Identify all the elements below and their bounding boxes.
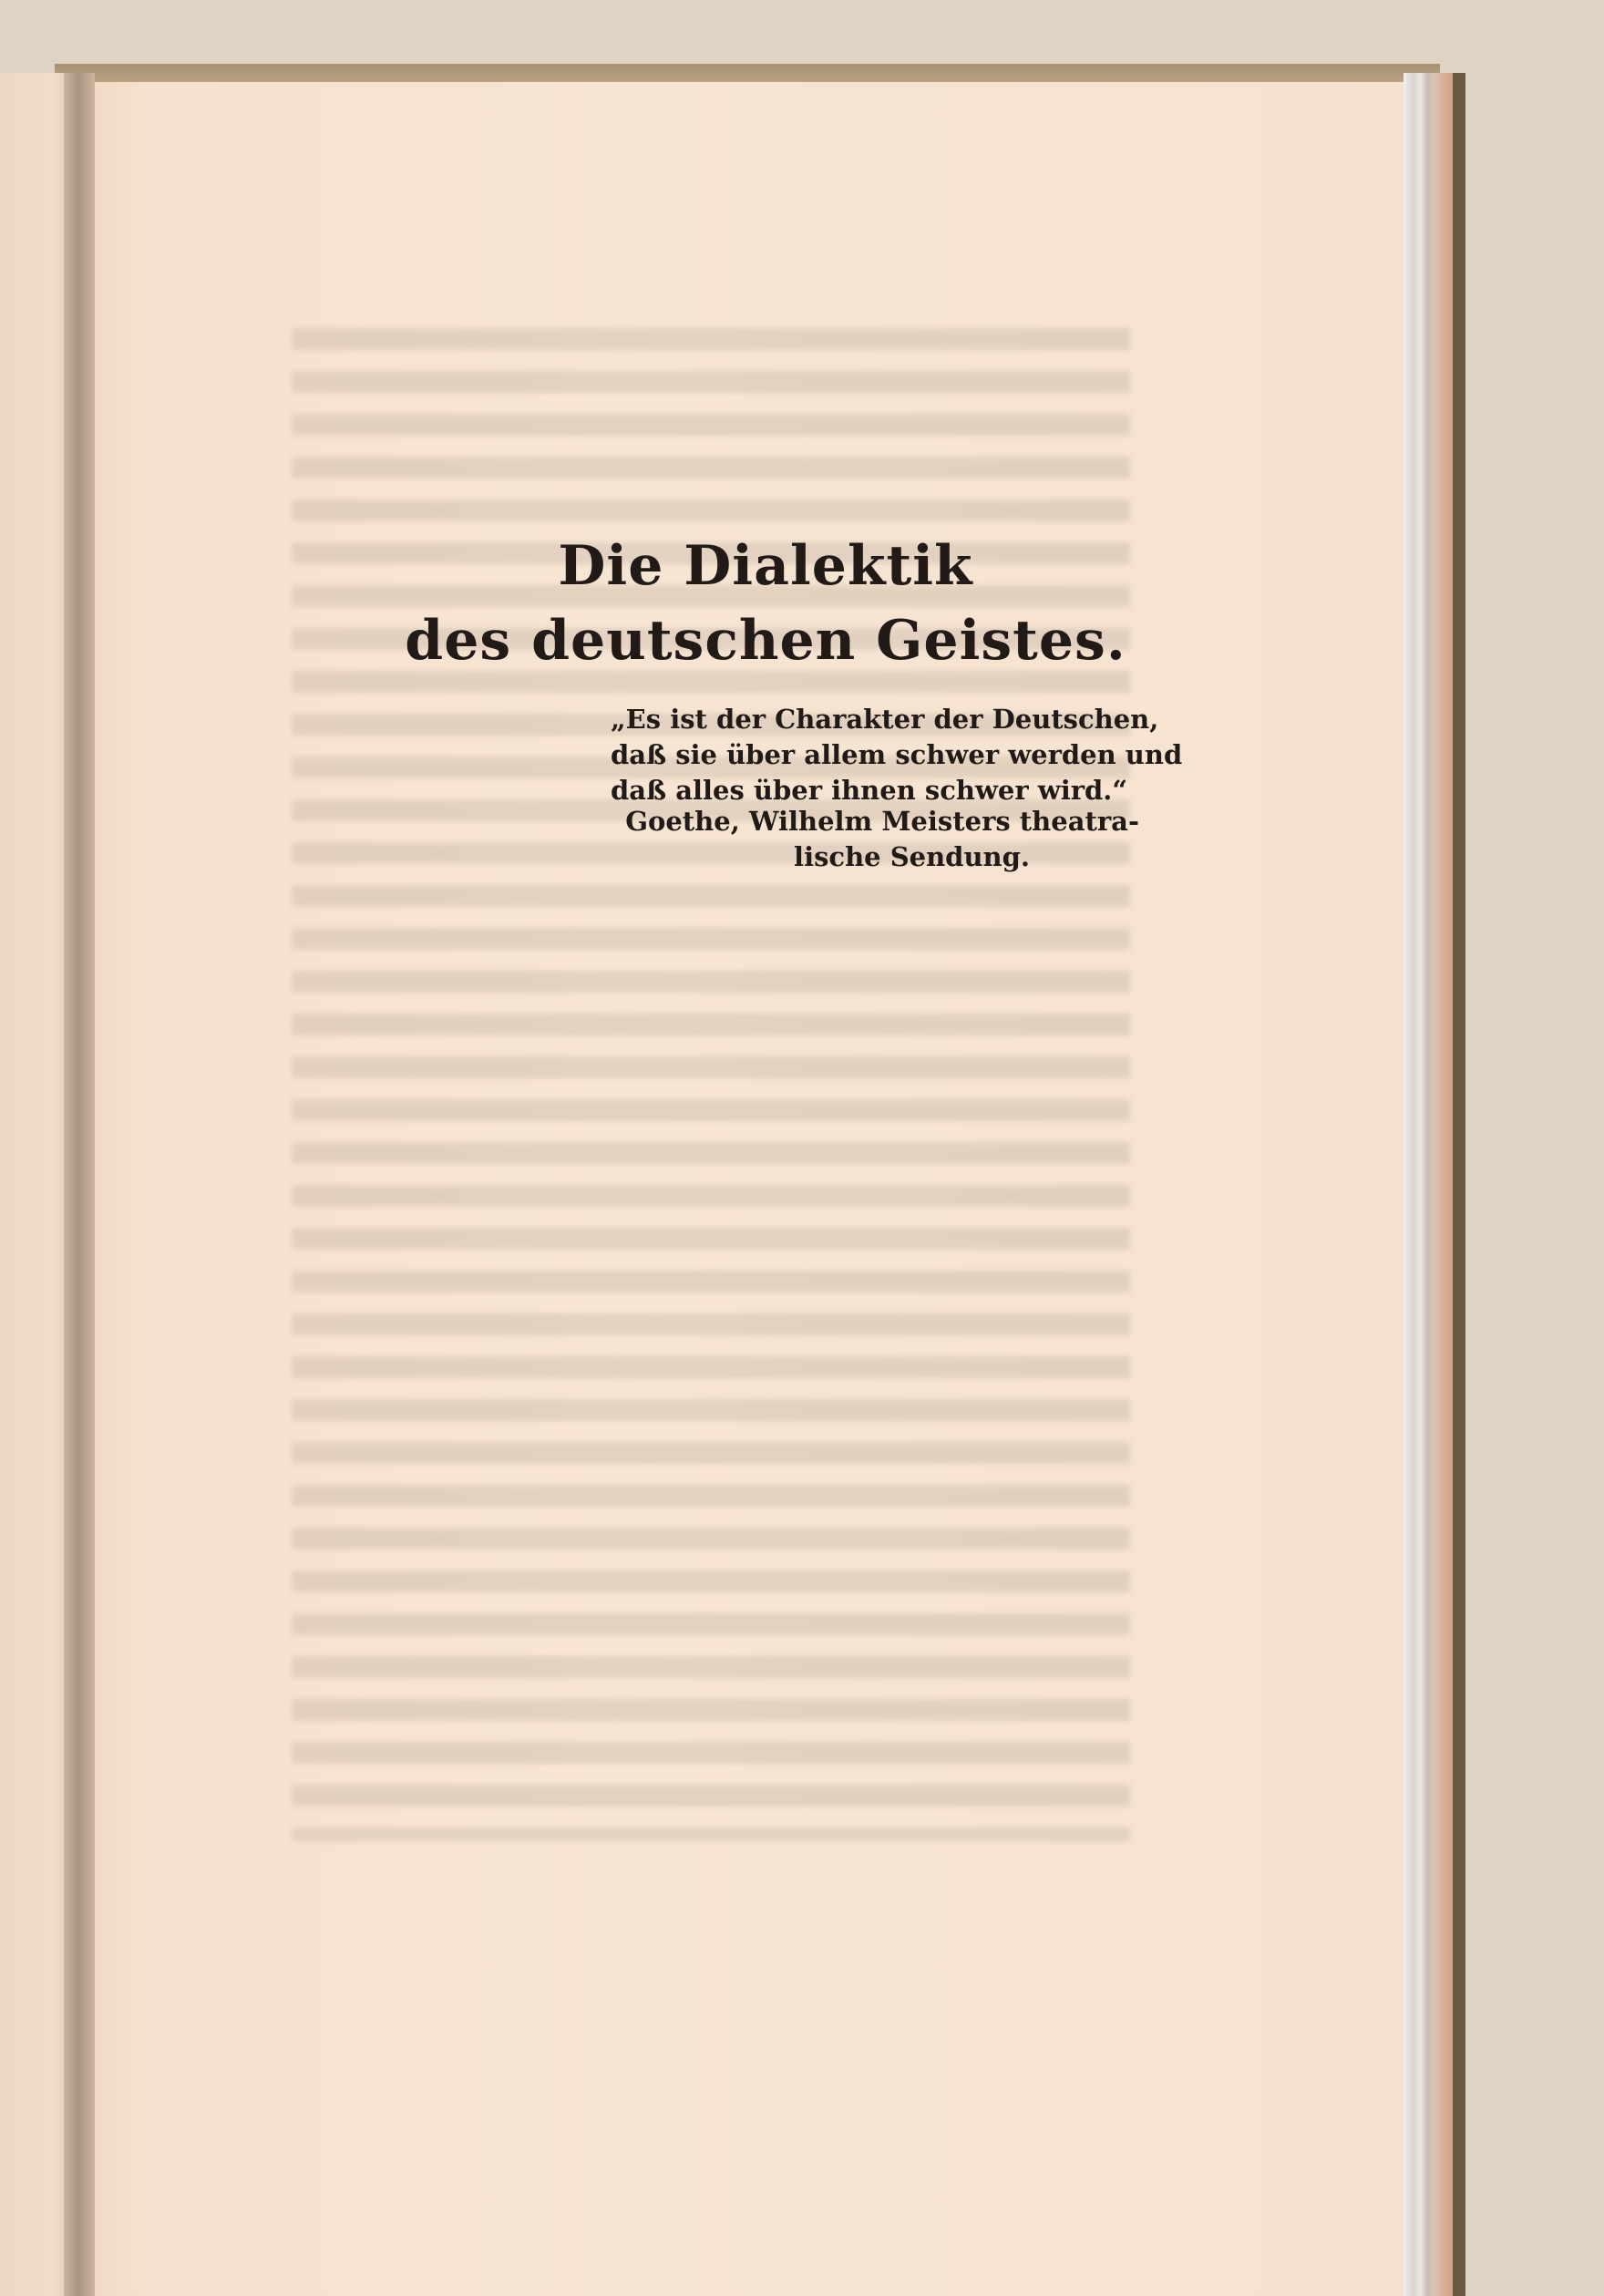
epigraph-line: „Es ist der Charakter der Deutschen, [611, 704, 1159, 735]
chapter-title-line-1: Die Dialektik [558, 534, 973, 598]
epigraph-attribution [611, 804, 1139, 875]
attribution-line-2: lische Sendung. [794, 841, 1030, 872]
page-stack-edge [1404, 73, 1460, 2296]
chapter-title [392, 529, 1139, 678]
epigraph-line: daß sie über allem schwer werden und [611, 739, 1183, 770]
chapter-title-line-2: des deutschen Geistes. [405, 609, 1126, 673]
book-cover-right-edge [1453, 73, 1465, 2296]
attribution-line-1: Goethe, Wilhelm Meisters theatra- [625, 806, 1139, 837]
epigraph [611, 702, 1183, 808]
epigraph-line: daß alles über ihnen schwer wird.“ [611, 775, 1128, 806]
book-gutter [64, 73, 95, 2296]
chapter-opening [392, 529, 1183, 872]
